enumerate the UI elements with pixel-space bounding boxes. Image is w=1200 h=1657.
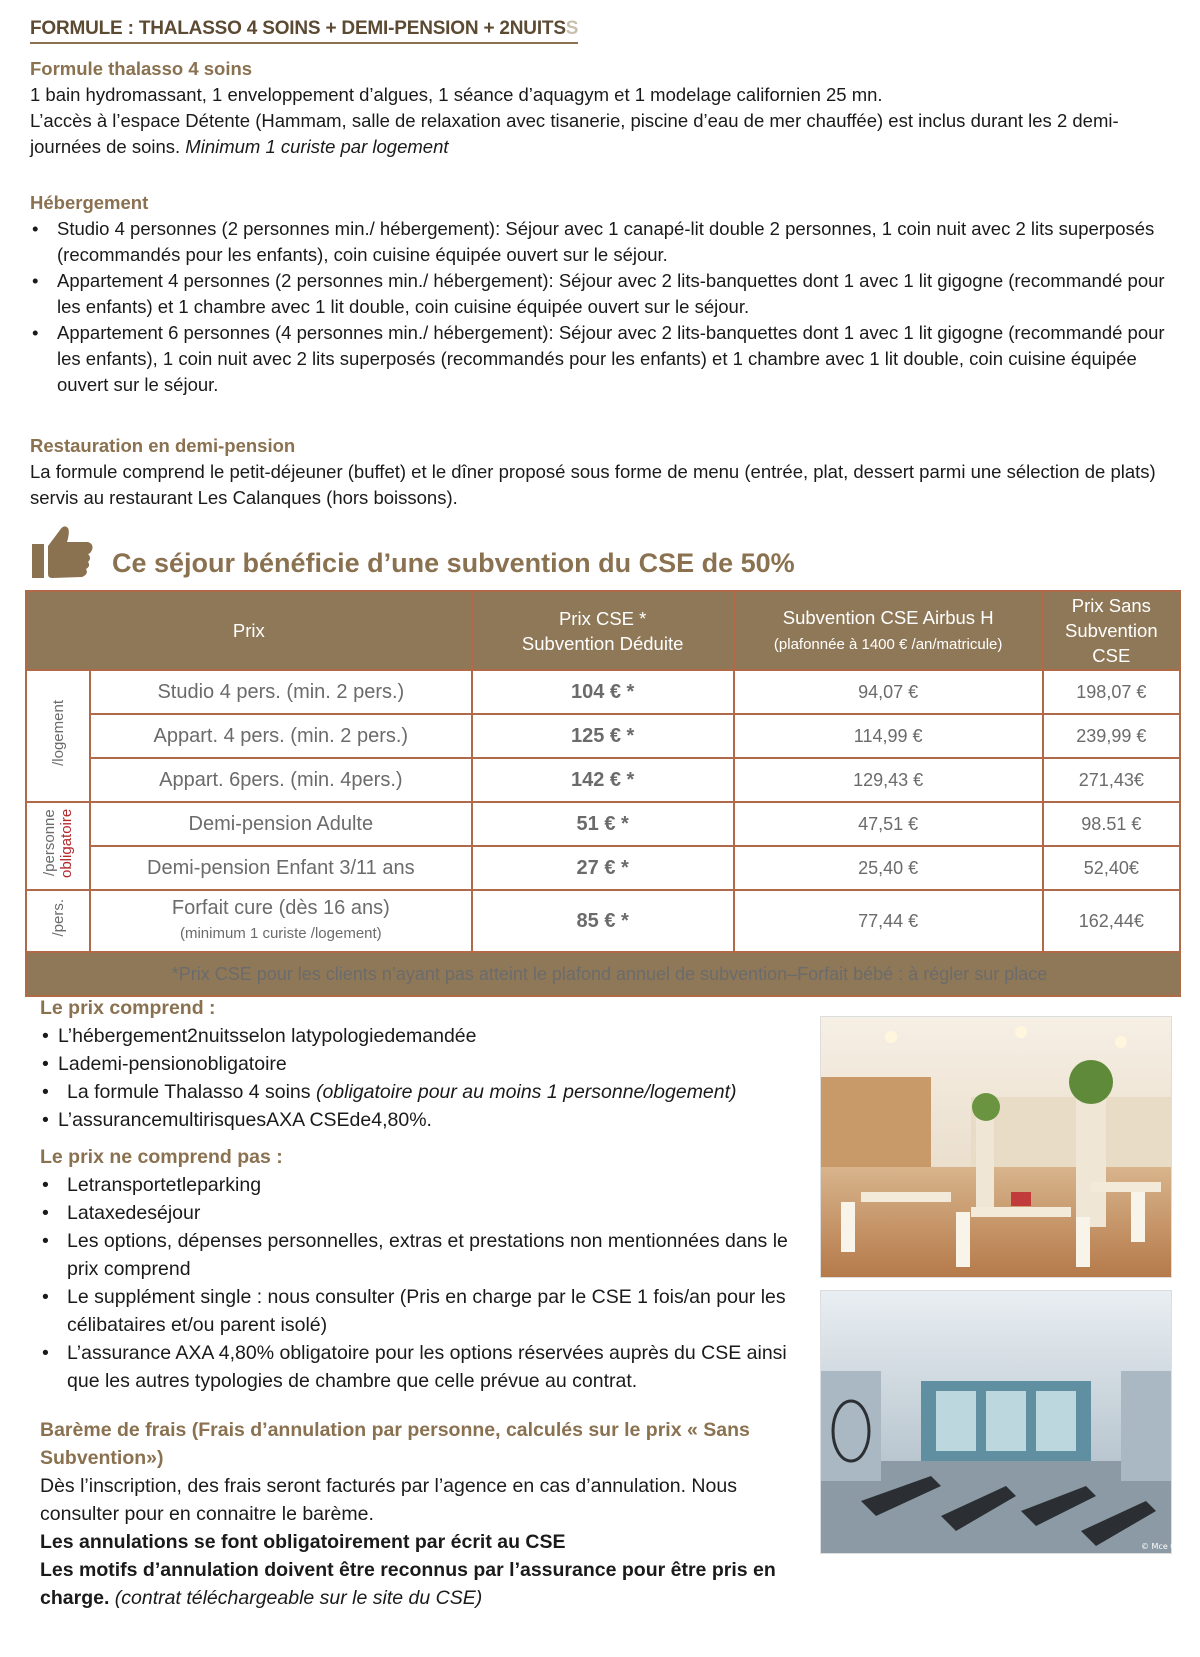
table-footnote: *Prix CSE pour les clients n’ayant pas atteint le plafond annuel de subvention–Forfait bébé : à régler sur place — [26, 952, 1180, 996]
hebergement-section — [30, 190, 1170, 398]
row-cse-price: 51 € * — [472, 802, 734, 846]
bareme-bold1: Les annulations se font obligatoirement par écrit au CSE — [40, 1531, 566, 1553]
row-name: Studio 4 pers. (min. 2 pers.) — [90, 670, 472, 714]
table-row — [26, 846, 1180, 890]
group-personne: /personne obligatoire — [26, 802, 90, 890]
row-subvention: 114,99 € — [734, 714, 1043, 758]
bareme-title: Barème de frais (Frais d’annulation par personne, calculés sur le prix « Sans Subvention») — [40, 1419, 750, 1469]
row-name: Demi-pension Adulte — [90, 802, 472, 846]
ne-comprend-section — [40, 1143, 820, 1395]
table-row — [26, 714, 1180, 758]
ne-comprend-item: • L’assurance AXA 4,80% obligatoire pour les options réservées auprès du CSE ainsi que les autres typologies de chambre que celle prévue au contrat. — [40, 1339, 820, 1395]
hebergement-title: Hébergement — [30, 192, 149, 213]
row-sans-price: 198,07 € — [1043, 670, 1180, 714]
comprend-item: • L’hébergement2nuitsselon latypologiedemandée — [40, 1022, 820, 1050]
ne-comprend-item: • Letransportetleparking — [40, 1171, 820, 1199]
group-pers: /pers. — [26, 890, 90, 952]
price-table — [25, 590, 1181, 997]
row-name: Forfait cure (dès 16 ans) (minimum 1 curiste /logement) — [90, 890, 472, 952]
header-prix-cse: Prix CSE * Subvention Déduite — [472, 591, 734, 670]
hebergement-item: • Appartement 4 personnes (2 personnes min./ hébergement): Séjour avec 2 lits-banquettes dont 1 avec 1 lit gigogne (recommandé pour les enfants) et 1 chambre avec 1 lit double, coin cuisine équipée ouvert sur le séjour. — [30, 268, 1170, 320]
thalasso-title: Formule thalasso 4 soins — [30, 58, 253, 79]
comprend-title: Le prix comprend : — [40, 997, 216, 1019]
restauration-section — [30, 433, 1170, 511]
comprend-item: • L’assurancemultirisquesAXA CSEde4,80%. — [40, 1106, 820, 1134]
table-row — [26, 890, 1180, 952]
table-row — [26, 670, 1180, 714]
row-subvention: 94,07 € — [734, 670, 1043, 714]
thalasso-line1: 1 bain hydromassant, 1 enveloppement d’algues, 1 séance d’aquagym et 1 modelage californien 25 mn. — [30, 84, 883, 105]
bareme-bold2: Les motifs d’annulation doivent être reconnus par l’assurance pour être pris en charge. (contrat téléchargeable sur le site du CSE) — [40, 1559, 776, 1609]
ne-comprend-item: • Lataxedeséjour — [40, 1199, 820, 1227]
comprend-item: • Lademi-pensionobligatoire — [40, 1050, 820, 1078]
table-row — [26, 802, 1180, 846]
restauration-text: La formule comprend le petit-déjeuner (buffet) et le dîner proposé sous forme de menu (entrée, plat, dessert parmi une sélection de plats) servis au restaurant Les Calanques (hors boissons). — [30, 461, 1156, 508]
row-cse-price: 125 € * — [472, 714, 734, 758]
row-sans-price: 239,99 € — [1043, 714, 1180, 758]
row-sans-price: 98.51 € — [1043, 802, 1180, 846]
row-cse-price: 85 € * — [472, 890, 734, 952]
photo-credit: © Mce G — [1141, 1542, 1177, 1551]
hebergement-item: • Appartement 6 personnes (4 personnes min./ hébergement): Séjour avec 2 lits-banquettes dont 1 avec 1 lit gigogne (recommandé pour les enfants), 1 coin nuit avec 2 lits superposés (recommandés pour les enfants) et 1 chambre avec 1 lit double, coin cuisine équipée ouvert sur le séjour. — [30, 320, 1170, 398]
row-name: Demi-pension Enfant 3/11 ans — [90, 846, 472, 890]
comprend-item: • La formule Thalasso 4 soins (obligatoire pour au moins 1 personne/logement) — [40, 1078, 820, 1106]
page-title: FORMULE : THALASSO 4 SOINS + DEMI-PENSION + 2NUITSS — [30, 18, 578, 44]
thalasso-line2: L’accès à l’espace Détente (Hammam, salle de relaxation avec tisanerie, piscine d’eau de mer chauffée) est inclus durant les 2 demi-journées de soins. Minimum 1 curiste par logement — [30, 110, 1119, 157]
group-logement: /logement — [26, 670, 90, 802]
header-prix: Prix — [26, 591, 472, 670]
restauration-title: Restauration en demi-pension — [30, 435, 296, 456]
relaxation-room-photo — [820, 1290, 1177, 1554]
header-subvention: Subvention CSE Airbus H (plafonnée à 1400 € /an/matricule) — [734, 591, 1043, 670]
thumbs-up-icon — [30, 522, 96, 582]
ne-comprend-title: Le prix ne comprend pas : — [40, 1146, 283, 1168]
ne-comprend-item: • Les options, dépenses personnelles, extras et prestations non mentionnées dans le prix comprend — [40, 1227, 820, 1283]
hebergement-item: • Studio 4 personnes (2 personnes min./ hébergement): Séjour avec 1 canapé-lit double 2 personnes, 1 coin nuit avec 2 lits superposés (recommandés pour les enfants), coin cuisine équipée ouvert sur le séjour. — [30, 216, 1170, 268]
row-cse-price: 27 € * — [472, 846, 734, 890]
row-name: Appart. 6pers. (min. 4pers.) — [90, 758, 472, 802]
row-sans-price: 52,40€ — [1043, 846, 1180, 890]
restaurant-photo — [820, 1016, 1172, 1278]
row-subvention: 47,51 € — [734, 802, 1043, 846]
ne-comprend-item: • Le supplément single : nous consulter (Pris en charge par le CSE 1 fois/an pour les célibataires et/ou parent isolé) — [40, 1283, 820, 1339]
row-subvention: 129,43 € — [734, 758, 1043, 802]
subvention-banner: Ce séjour bénéficie d’une subvention du CSE de 50% — [112, 548, 795, 578]
row-cse-price: 104 € * — [472, 670, 734, 714]
row-sans-price: 271,43€ — [1043, 758, 1180, 802]
row-subvention: 77,44 € — [734, 890, 1043, 952]
row-name: Appart. 4 pers. (min. 2 pers.) — [90, 714, 472, 758]
row-cse-price: 142 € * — [472, 758, 734, 802]
header-prix-sans: Prix Sans Subvention CSE — [1043, 591, 1180, 670]
comprend-section — [40, 994, 820, 1134]
bareme-text: Dès l’inscription, des frais seront facturés par l’agence en cas d’annulation. Nous consulter pour en connaitre le barème. — [40, 1475, 737, 1525]
row-subvention: 25,40 € — [734, 846, 1043, 890]
bareme-section — [40, 1416, 820, 1612]
thalasso-section — [30, 56, 1170, 160]
row-sans-price: 162,44€ — [1043, 890, 1180, 952]
table-row — [26, 758, 1180, 802]
